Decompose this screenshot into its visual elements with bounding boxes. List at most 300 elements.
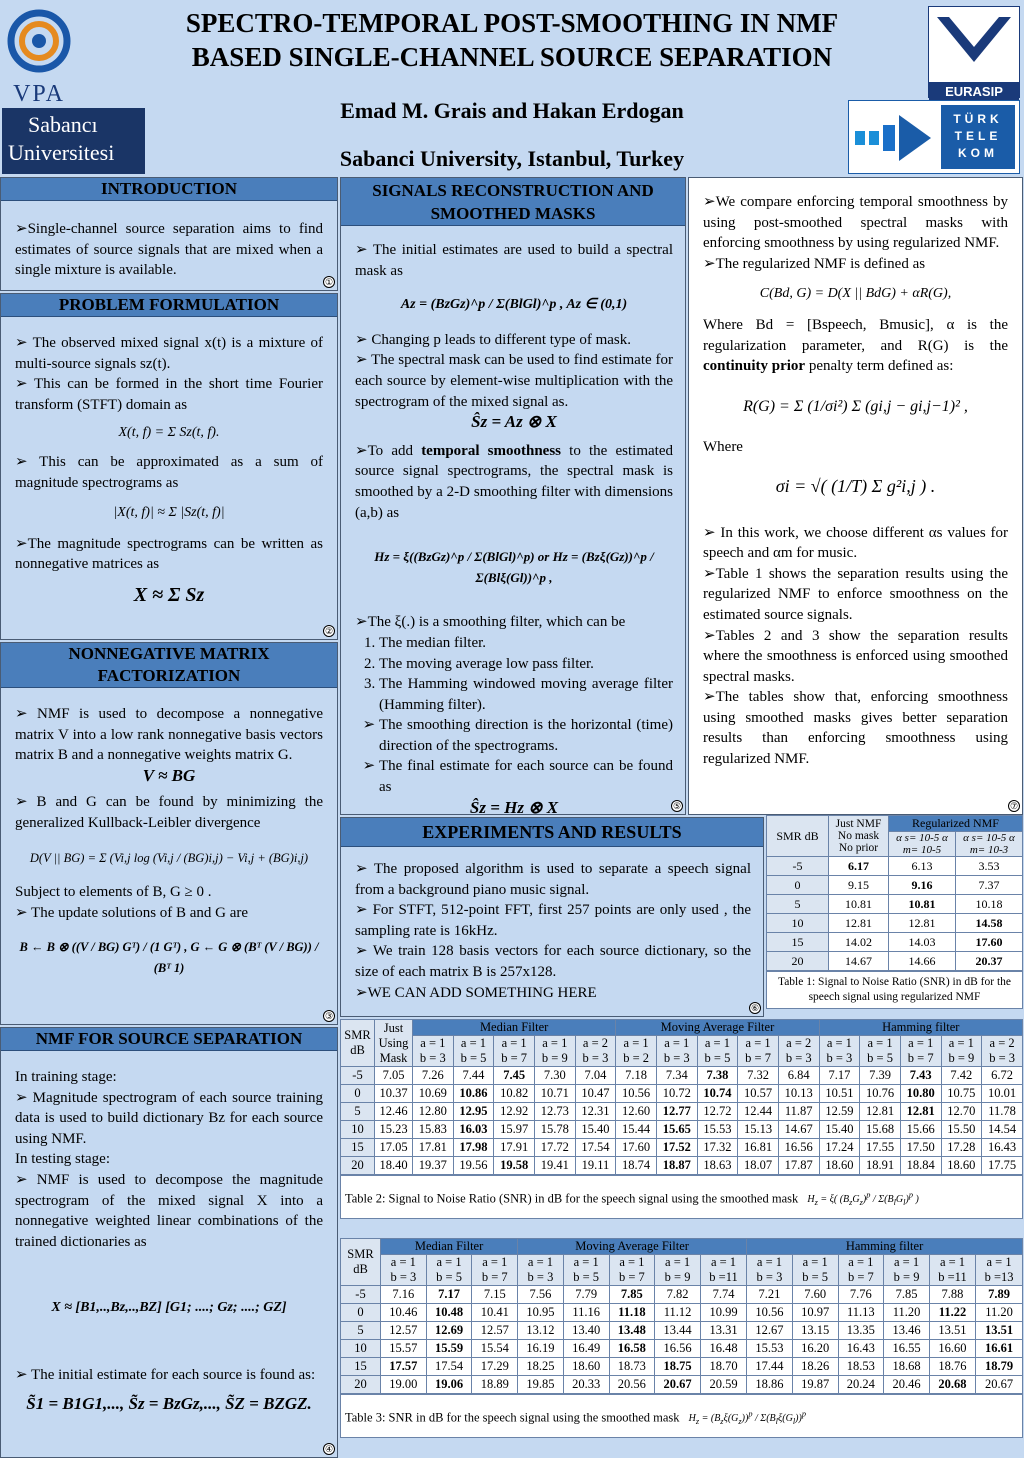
table3-cell: 17.29 (472, 1358, 518, 1376)
table3-cell: 18.89 (472, 1376, 518, 1394)
table2-cell: 17.87 (778, 1157, 819, 1175)
experiments-p4: ➢WE CAN ADD SOMETHING HERE (355, 984, 597, 1001)
table3-cell: 18.76 (929, 1358, 975, 1376)
table2-cell: 10.75 (941, 1085, 982, 1103)
table3-cell: 20.67 (976, 1376, 1023, 1394)
signals-panel (340, 177, 686, 815)
signals-p4 (355, 441, 673, 523)
table2-header-just: Just Using Mask (375, 1020, 413, 1067)
table3-cell: 7.79 (563, 1286, 609, 1304)
table2-cell: 15.66 (900, 1121, 941, 1139)
table3-header-smr: SMR dB (341, 1239, 381, 1286)
table3-subheader-cell: a = 1 b = 9 (655, 1255, 701, 1286)
table3-cell: 7.60 (792, 1286, 838, 1304)
right-p7: ➢Tables 2 and 3 show the separation results where the smoothness is enforced using smoothed spectral masks. (703, 627, 1008, 685)
eurasip-logo (928, 6, 1020, 98)
right-p3c: penalty term defined as: (805, 358, 954, 375)
table3-cell: 11.13 (838, 1304, 884, 1322)
table2-subheader-cell: a = 1 b = 7 (900, 1036, 941, 1067)
table2-cell: 11.87 (778, 1103, 819, 1121)
table2-cell: 12.72 (697, 1103, 738, 1121)
table3-subheader-cell: a = 1 b =11 (700, 1255, 746, 1286)
table3-cell: 7.74 (700, 1286, 746, 1304)
nmf-eq1: V ≈ BG (142, 765, 196, 785)
table2-row (341, 1157, 1023, 1175)
table3-cell: 19.85 (518, 1376, 564, 1394)
table2-cell: 18.60 (941, 1157, 982, 1175)
table2-subheader-cell: a = 1 b = 5 (453, 1036, 494, 1067)
table2-wrap (340, 1019, 1023, 1219)
table3-cell: 18.75 (655, 1358, 701, 1376)
experiments-body (341, 847, 763, 1003)
title-line-1: SPECTRO-TEMPORAL POST-SMOOTHING IN NMF (185, 8, 839, 38)
table3-cell: 17.54 (426, 1358, 472, 1376)
table3-row (341, 1376, 1023, 1394)
table3-cell: 12.57 (381, 1322, 427, 1340)
introduction-text: ➢Single-channel source separation aims to find estimates of source signals that are mixed when a single mixture is available. (15, 221, 323, 279)
nmfsep-p5: ➢ The initial estimate for each source is found as: (15, 1366, 316, 1383)
table3-subheader-cell: a = 1 b = 9 (884, 1255, 930, 1286)
table3-cell: 16.60 (929, 1340, 975, 1358)
table3-cell: 18.70 (700, 1358, 746, 1376)
table2-cell: 12.80 (413, 1103, 454, 1121)
table1-body (767, 857, 1023, 971)
table1-cell: 10.18 (956, 895, 1023, 914)
table3-cell: 15.54 (472, 1340, 518, 1358)
table3-cell: 11.20 (884, 1304, 930, 1322)
table2-cell: 7.45 (494, 1067, 535, 1085)
table2-cell: 12.60 (616, 1103, 657, 1121)
nmf-p1: ➢ NMF is used to decompose a nonnegative matrix V into a low rank nonnegative basis vectors matrix B and a nonnegative weights matrix G. (15, 706, 323, 764)
table2-row (341, 1121, 1023, 1139)
nmf-title: NONNEGATIVE MATRIX FACTORIZATION (1, 643, 337, 688)
table3-smr-cell: 20 (341, 1376, 381, 1394)
right-eq3: σi = √( (1/T) Σ g²i,j ) . (775, 475, 936, 496)
introduction-title: INTRODUCTION (1, 178, 337, 201)
table3-cell: 18.25 (518, 1358, 564, 1376)
table3-cell: 7.85 (609, 1286, 655, 1304)
table2-cell: 18.60 (819, 1157, 860, 1175)
right-p1: ➢We compare enforcing temporal smoothness by using post-smoothed spectral masks with enforcing smoothness by using regularized NMF. (703, 194, 1008, 252)
table3-group-hamming: Hamming filter (747, 1239, 1023, 1255)
table3-cell: 18.68 (884, 1358, 930, 1376)
nmfsep-p4: ➢ NMF is used to decompose the magnitude spectrogram of the mixed signal X into a nonnegative weighted linear combinations of the trained dictionaries as (15, 1171, 323, 1250)
table2-cell: 17.72 (534, 1139, 575, 1157)
signals-p1: ➢ The initial estimates are used to build a spectral mask as (355, 242, 673, 279)
table3-cell: 13.15 (792, 1322, 838, 1340)
table2-subheader-cell: a = 1 b = 3 (413, 1036, 454, 1067)
table2-cell: 12.44 (738, 1103, 779, 1121)
table3-cell: 10.95 (518, 1304, 564, 1322)
table2-cell: 10.71 (534, 1085, 575, 1103)
table2-cell: 10.13 (778, 1085, 819, 1103)
section-number-7: ⑦ (1009, 801, 1019, 811)
section-number-6: ⑥ (750, 1003, 760, 1013)
right-p2: ➢The regularized NMF is defined as (703, 255, 926, 272)
table1-header-just: Just NMF No mask No prior (829, 816, 889, 857)
right-p3a: Where Bd = [Bspeech, Bmusic], α is the regularization parameter, and R(G) is the (703, 316, 1008, 354)
signals-title: SIGNALS RECONSTRUCTION AND SMOOTHED MASKS (341, 178, 685, 226)
table2-cell: 17.05 (375, 1139, 413, 1157)
experiments-p2: ➢ For STFT, 512-point FFT, first 257 points are only used , the sampling rate is 16kHz. (355, 902, 751, 939)
table3-smr-cell: 5 (341, 1322, 381, 1340)
table2-cell: 15.13 (738, 1121, 779, 1139)
table3-subheader-cell: a = 1 b = 3 (747, 1255, 793, 1286)
table2-subheader-cell: a = 2 b = 3 (778, 1036, 819, 1067)
table1-row (767, 952, 1023, 971)
table2-smr-cell: 15 (341, 1139, 375, 1157)
right-p6: ➢Table 1 shows the separation results using the regularized NMF to enforce smoothness on the estimated source signals. (703, 565, 1008, 623)
problem-eq3: X ≈ Σ Sz (133, 583, 205, 606)
table1 (766, 815, 1023, 971)
table3-cell: 16.56 (655, 1340, 701, 1358)
turktelekom-box (941, 105, 1015, 169)
table3-cell: 20.33 (563, 1376, 609, 1394)
table3-cell: 7.85 (884, 1286, 930, 1304)
table1-cell: 14.02 (829, 933, 889, 952)
table3-subheader-cell: a = 1 b = 7 (609, 1255, 655, 1286)
table2-row (341, 1067, 1023, 1085)
table2-cell: 17.75 (982, 1157, 1023, 1175)
nmfsep-eq1: X ≈ [B1,..,Bz,..,BZ] [G1; ....; Gz; ....; GZ] (51, 1300, 287, 1316)
table3-cell: 15.59 (426, 1340, 472, 1358)
table3-wrap (340, 1238, 1023, 1438)
table3-cell: 13.35 (838, 1322, 884, 1340)
table3-cell: 7.17 (426, 1286, 472, 1304)
table2-subheader-cell: a = 1 b = 7 (738, 1036, 779, 1067)
signals-p4b: temporal smoothness (421, 442, 562, 459)
table3-smr-cell: 0 (341, 1304, 381, 1322)
table1-cell: 20.37 (956, 952, 1023, 971)
table1-cell: 10.81 (889, 895, 956, 914)
table2-cell: 10.86 (453, 1085, 494, 1103)
table3-cell: 7.76 (838, 1286, 884, 1304)
table3-caption: Table 3: SNR in dB for the speech signal using the smoothed mask (345, 1410, 680, 1425)
table2-subheader-cell: a = 1 b = 9 (534, 1036, 575, 1067)
table2-row (341, 1085, 1023, 1103)
table2-cell: 15.83 (413, 1121, 454, 1139)
table2-cell: 18.74 (616, 1157, 657, 1175)
table3-subheader-cell: a = 1 b = 7 (472, 1255, 518, 1286)
table2-subheader-cell: a = 2 b = 3 (982, 1036, 1023, 1067)
table3-cell: 7.88 (929, 1286, 975, 1304)
table2-cell: 12.31 (575, 1103, 616, 1121)
table1-header-reg: Regularized NMF (889, 816, 1023, 832)
table3-cell: 13.31 (700, 1322, 746, 1340)
table3-subheader-cell: a = 1 b = 5 (792, 1255, 838, 1286)
table1-cell: 7.37 (956, 876, 1023, 895)
table2-cell: 15.65 (656, 1121, 697, 1139)
table2-subheader-cell: a = 1 b = 2 (616, 1036, 657, 1067)
table2-header-smr: SMR dB (341, 1020, 375, 1067)
table2-cell: 10.47 (575, 1085, 616, 1103)
table1-smr-cell: -5 (767, 857, 829, 876)
authors: Emad M. Grais and Hakan Erdogan (340, 98, 684, 123)
table3-cell: 20.24 (838, 1376, 884, 1394)
table3-cell: 13.12 (518, 1322, 564, 1340)
filter-list-item-4: ➢ The smoothing direction is the horizontal (time) direction of the spectrograms. (379, 715, 673, 756)
section-number-5: ⑤ (672, 801, 682, 811)
table2-subheader-cell: a = 1 b = 5 (860, 1036, 901, 1067)
table3-cell: 20.46 (884, 1376, 930, 1394)
table2-cell: 17.28 (941, 1139, 982, 1157)
table2-cell: 7.44 (453, 1067, 494, 1085)
table2-cell: 12.70 (941, 1103, 982, 1121)
table2-cell: 19.58 (494, 1157, 535, 1175)
table2-subheader-cell: a = 1 b = 9 (941, 1036, 982, 1067)
table1-header-col1: α s= 10-5 α m= 10-5 (889, 832, 956, 857)
table2-row (341, 1103, 1023, 1121)
table3-row (341, 1286, 1023, 1304)
table2-group-hamming: Hamming filter (819, 1020, 1022, 1036)
turktelekom-line3: KOM (958, 146, 998, 160)
table3-cell: 16.43 (838, 1340, 884, 1358)
table3-cell: 16.19 (518, 1340, 564, 1358)
table2-group-median: Median Filter (413, 1020, 616, 1036)
vpa-logo (4, 6, 74, 106)
table3-cell: 19.00 (381, 1376, 427, 1394)
section-number-3: ③ (324, 1011, 334, 1021)
eurasip-logo-text: EURASIP (929, 82, 1019, 102)
table3-cell: 13.40 (563, 1322, 609, 1340)
table3-smr-cell: -5 (341, 1286, 381, 1304)
table2-smr-cell: 10 (341, 1121, 375, 1139)
table2-cell: 17.98 (453, 1139, 494, 1157)
signals-body (341, 226, 685, 818)
table3-cell: 18.60 (563, 1358, 609, 1376)
right-p3 (703, 315, 1008, 377)
table3-cell: 11.18 (609, 1304, 655, 1322)
signals-eq3: Hz = ξ((BzGz)^p / Σ(BlGl)^p) or Hz = (Bzξ(Gz))^p / Σ(Blξ(Gl))^p , (374, 549, 654, 585)
right-p5: ➢ In this work, we choose different αs values for speech and αm for music. (703, 524, 1008, 562)
experiments-p3: ➢ We train 128 basis vectors for each source dictionary, so the size of each matrix B is 257x128. (355, 943, 751, 980)
table2-cell: 7.26 (413, 1067, 454, 1085)
table3 (340, 1238, 1023, 1394)
experiments-title: EXPERIMENTS AND RESULTS (341, 818, 763, 847)
table1-cell: 14.58 (956, 914, 1023, 933)
table2-cell: 17.54 (575, 1139, 616, 1157)
table2-caption-formula: $H_z = \xi$( $(B_zG_z)^p / \Sigma(B_lG_l)^p$ ) (807, 1191, 919, 1208)
table1-header-col2: α s= 10-5 α m= 10-3 (956, 832, 1023, 857)
table2-cell: 15.44 (616, 1121, 657, 1139)
table3-cell: 10.46 (381, 1304, 427, 1322)
table2-subheader-cell: a = 1 b = 3 (656, 1036, 697, 1067)
table2-cell: 17.52 (656, 1139, 697, 1157)
nmf-p3: Subject to elements of B, G ≥ 0 . (15, 884, 212, 901)
table3-smr-cell: 15 (341, 1358, 381, 1376)
table2-cell: 17.60 (616, 1139, 657, 1157)
table3-subheader-cell: a = 1 b = 3 (381, 1255, 427, 1286)
table2-subheader-cell: a = 1 b = 5 (697, 1036, 738, 1067)
table3-cell: 13.51 (976, 1322, 1023, 1340)
table3-subheader-cell: a = 1 b = 3 (518, 1255, 564, 1286)
nmfsep-eq2: S̃1 = B1G1,..., S̃z = BzGz,..., S̃Z = BZGZ. (26, 1393, 312, 1413)
table2-cell: 7.39 (860, 1067, 901, 1085)
table2-cell: 7.34 (656, 1067, 697, 1085)
table3-cell: 15.57 (381, 1340, 427, 1358)
table2-cell: 11.78 (982, 1103, 1023, 1121)
table2-cell: 10.37 (375, 1085, 413, 1103)
table3-row (341, 1304, 1023, 1322)
experiments-p1: ➢ The proposed algorithm is used to separate a speech signal from a background piano music signal. (355, 861, 751, 898)
table3-cell: 7.82 (655, 1286, 701, 1304)
table2-smr-cell: 20 (341, 1157, 375, 1175)
table2-cell: 15.40 (819, 1121, 860, 1139)
table3-cell: 20.56 (609, 1376, 655, 1394)
table3-cell: 12.57 (472, 1322, 518, 1340)
table3-cell: 7.16 (381, 1286, 427, 1304)
table3-subheader-cell: a = 1 b = 5 (426, 1255, 472, 1286)
right-p4: Where (703, 439, 743, 456)
problem-title: PROBLEM FORMULATION (1, 294, 337, 317)
table1-cell: 3.53 (956, 857, 1023, 876)
table1-cell: 9.15 (829, 876, 889, 895)
right-eq2: R(G) = Σ (1/σi²) Σ (gi,j − gi,j−1)² , (743, 397, 968, 415)
table3-body (341, 1286, 1023, 1394)
nmf-separation-body (1, 1051, 337, 1414)
table1-cell: 14.67 (829, 952, 889, 971)
table2-subheader-cell: a = 1 b = 3 (819, 1036, 860, 1067)
table3-cell: 13.51 (929, 1322, 975, 1340)
turktelekom-arrow-icon (855, 111, 935, 165)
table1-cell: 10.81 (829, 895, 889, 914)
table2-cell: 12.92 (494, 1103, 535, 1121)
table3-cell: 16.55 (884, 1340, 930, 1358)
table3-cell: 10.97 (792, 1304, 838, 1322)
vpa-swirl-icon (4, 6, 74, 76)
table3-cell: 18.53 (838, 1358, 884, 1376)
table2-cell: 16.81 (738, 1139, 779, 1157)
table2-cell: 17.24 (819, 1139, 860, 1157)
turktelekom-line1: TÜRK (953, 112, 1003, 126)
table1-row (767, 933, 1023, 952)
section-number-1: ① (324, 277, 334, 287)
table2-cell: 7.32 (738, 1067, 779, 1085)
table2-cell: 14.54 (982, 1121, 1023, 1139)
table2-cell: 10.72 (656, 1085, 697, 1103)
table1-wrap (766, 815, 1023, 1009)
table3-cell: 15.53 (747, 1340, 793, 1358)
table2-cell: 16.03 (453, 1121, 494, 1139)
header (0, 0, 1024, 176)
table2-cell: 17.55 (860, 1139, 901, 1157)
turktelekom-line2: TELE (954, 129, 1002, 143)
table2-cell: 15.23 (375, 1121, 413, 1139)
table2-cell: 15.68 (860, 1121, 901, 1139)
poster-title (130, 6, 894, 74)
nmf-separation-title: NMF FOR SOURCE SEPARATION (1, 1028, 337, 1051)
table2-cell: 12.73 (534, 1103, 575, 1121)
table2-cell: 18.87 (656, 1157, 697, 1175)
table2-cell: 10.80 (900, 1085, 941, 1103)
table3-cell: 11.16 (563, 1304, 609, 1322)
table3-cell: 10.99 (700, 1304, 746, 1322)
eurasip-shape-icon (929, 7, 1019, 77)
table1-cell: 17.60 (956, 933, 1023, 952)
table2-cell: 10.74 (697, 1085, 738, 1103)
table3-cell: 16.20 (792, 1340, 838, 1358)
signals-eq4: Ŝz = Hz ⊗ X (469, 797, 559, 817)
table2-cell: 15.53 (697, 1121, 738, 1139)
table2-cell: 16.56 (778, 1139, 819, 1157)
table2-cell: 7.42 (941, 1067, 982, 1085)
table2-cell: 17.50 (900, 1139, 941, 1157)
vpa-logo-text: VPA (13, 81, 65, 107)
section-number-4: ④ (324, 1444, 334, 1454)
sabanci-logo (2, 108, 145, 174)
table2-cell: 19.41 (534, 1157, 575, 1175)
nmfsep-p2: ➢ Magnitude spectrogram of each source training data is used to build dictionary Bz for each source using NMF. (15, 1089, 323, 1147)
nmf-p4: ➢ The update solutions of B and G are (15, 904, 249, 921)
table3-cell: 16.58 (609, 1340, 655, 1358)
table3-cell: 19.87 (792, 1376, 838, 1394)
section-number-2: ② (324, 626, 334, 636)
table2-cell: 7.04 (575, 1067, 616, 1085)
table2-subheader-cell: a = 2 b = 3 (575, 1036, 616, 1067)
affiliation: Sabanci University, Istanbul, Turkey (339, 146, 685, 171)
table3-cell: 7.21 (747, 1286, 793, 1304)
table2-cell: 19.11 (575, 1157, 616, 1175)
table2-cell: 15.50 (941, 1121, 982, 1139)
table3-cell: 7.56 (518, 1286, 564, 1304)
problem-body (1, 317, 337, 606)
table1-header-smr: SMR dB (767, 816, 829, 857)
table1-row (767, 914, 1023, 933)
signals-p4a: ➢To add (355, 442, 422, 459)
right-p8: ➢The tables show that, enforcing smoothness using smoothed masks gives better separation results than enforcing smoothness using regularized NMF. (703, 689, 1008, 768)
table1-cell: 12.81 (889, 914, 956, 933)
table3-cell: 16.48 (700, 1340, 746, 1358)
table2-cell: 17.91 (494, 1139, 535, 1157)
table2-cell: 7.43 (900, 1067, 941, 1085)
table3-cell: 16.49 (563, 1340, 609, 1358)
table2-body (341, 1067, 1023, 1175)
nmfsep-p1: In training stage: (15, 1069, 117, 1085)
nmf-separation-panel (0, 1027, 338, 1458)
nmf-body (1, 688, 337, 979)
table2-smr-cell: 0 (341, 1085, 375, 1103)
table2-cell: 19.37 (413, 1157, 454, 1175)
comparison-body (689, 178, 1022, 770)
table2-cell: 15.97 (494, 1121, 535, 1139)
filter-list-item-5: ➢ The final estimate for each source can be found as (379, 756, 673, 797)
table2-cell: 18.63 (697, 1157, 738, 1175)
nmf-eq2: D(V || BG) = Σ (Vi,j log (Vi,j / (BG)i,j) − Vi,j + (BG)i,j) (29, 850, 309, 865)
table2-cell: 12.81 (860, 1103, 901, 1121)
title-line-2: BASED SINGLE-CHANNEL SOURCE SEPARATION (191, 42, 833, 72)
table2-cell: 18.40 (375, 1157, 413, 1175)
sabanci-logo-line1: Sabancı (28, 112, 98, 137)
table3-cell: 12.69 (426, 1322, 472, 1340)
table2-subheader (341, 1036, 1023, 1067)
table3-cell: 17.44 (747, 1358, 793, 1376)
table1-cell: 14.66 (889, 952, 956, 971)
problem-p1: ➢ The observed mixed signal x(t) is a mixture of multi-source signals sz(t). (15, 335, 323, 372)
table2-cell: 7.05 (375, 1067, 413, 1085)
table3-subheader-cell: a = 1 b = 7 (838, 1255, 884, 1286)
table1-row (767, 895, 1023, 914)
table3-cell: 18.73 (609, 1358, 655, 1376)
table3-cell: 13.46 (884, 1322, 930, 1340)
table2-cell: 19.56 (453, 1157, 494, 1175)
table1-smr-cell: 0 (767, 876, 829, 895)
signals-p3: ➢ The spectral mask can be used to find estimate for each source by element-wise multiplication with the spectrogram of the mixed signal as. (355, 352, 673, 410)
table2-cell: 12.95 (453, 1103, 494, 1121)
table3-caption-box (340, 1394, 1023, 1438)
table3-cell: 10.48 (426, 1304, 472, 1322)
introduction-panel (0, 177, 338, 291)
table1-cell: 9.16 (889, 876, 956, 895)
